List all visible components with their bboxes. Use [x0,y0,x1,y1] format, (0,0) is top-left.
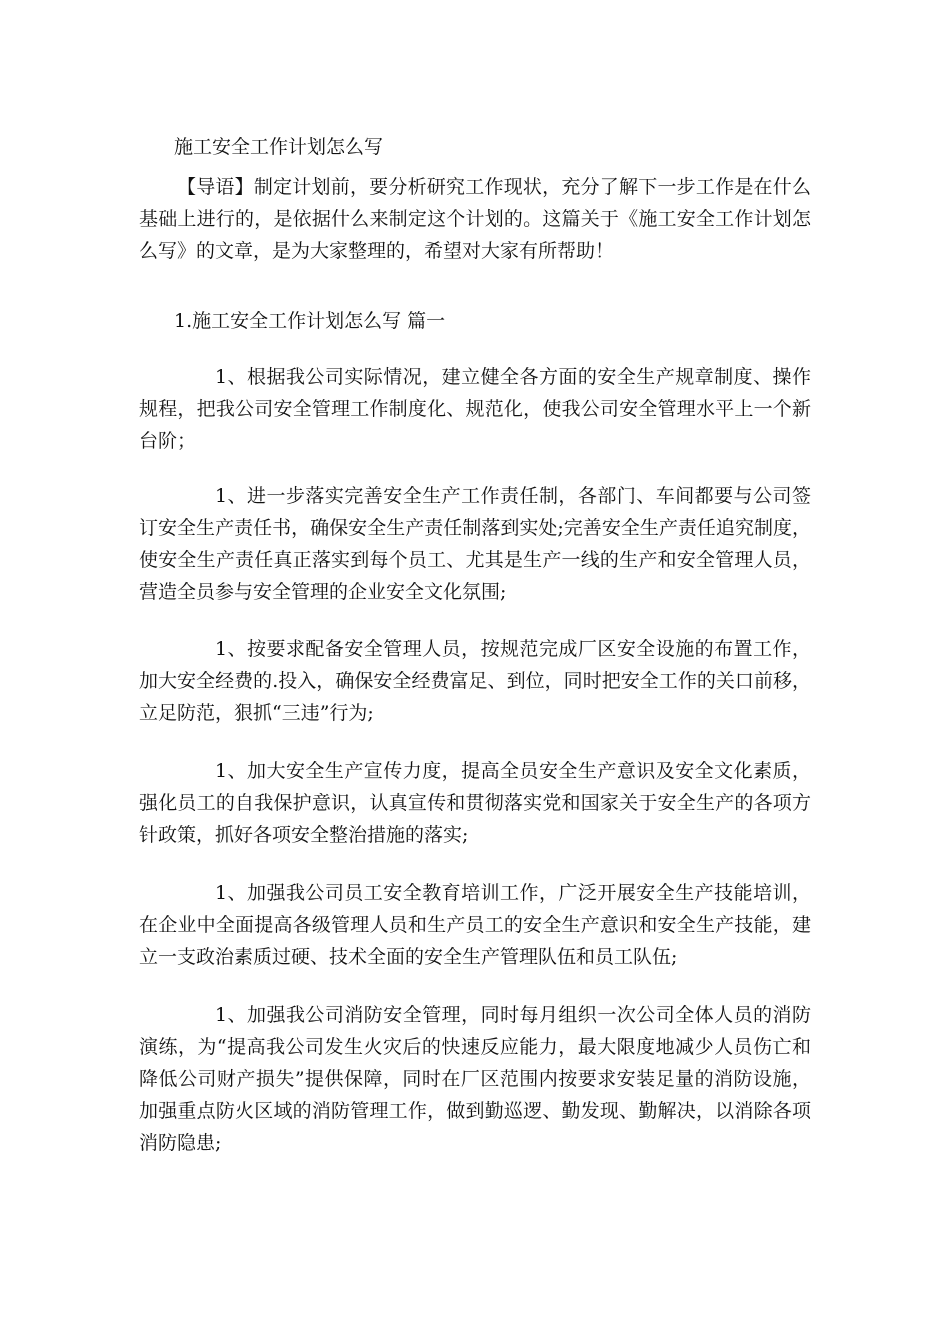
plan-item-2: 1、进一步落实完善安全生产工作责任制，各部门、车间都要与公司签订安全生产责任书，确保安全生产责任制落到实处;完善安全生产责任追究制度，使安全生产责任真正落实到每个员工、尤其是生产一线的生产和安全管理人员，营造全员参与安全管理的企业安全文化氛围; [139,485,811,603]
plan-item-1: 1、根据我公司实际情况，建立健全各方面的安全生产规章制度、操作规程，把我公司安全管理工作制度化、规范化，使我公司安全管理水平上一个新台阶； [139,366,811,452]
intro-paragraph: 【导语】制定计划前，要分析研究工作现状，充分了解下一步工作是在什么基础上进行的，是依据什么来制定这个计划的。这篇关于《施工安全工作计划怎么写》的文章，是为大家整理的，希望对大家有所帮助！ [139,176,811,262]
plan-item-5: 1、加强我公司员工安全教育培训工作，广泛开展安全生产技能培训，在企业中全面提高各级管理人员和生产员工的安全生产意识和安全生产技能，建立一支政治素质过硬、技术全面的安全生产管理队伍和员工队伍; [139,882,811,968]
section-heading: 1.施工安全工作计划怎么写 篇一 [174,310,446,332]
plan-item-3: 1、按要求配备安全管理人员，按规范完成厂区安全设施的布置工作，加大安全经费的.投入，确保安全经费富足、到位，同时把安全工作的关口前移，立足防范，狠抓“三违”行为; [139,638,811,724]
plan-item-4: 1、加大安全生产宣传力度，提高全员安全生产意识及安全文化素质，强化员工的自我保护意识，认真宣传和贯彻落实党和国家关于安全生产的各项方针政策，抓好各项安全整治措施的落实; [139,760,811,846]
plan-item-6: 1、加强我公司消防安全管理，同时每月组织一次公司全体人员的消防演练，为“提高我公司发生火灾后的快速反应能力，最大限度地减少人员伤亡和降低公司财产损失”提供保障，同时在厂区范围内按要求安装足量的消防设施，加强重点防火区域的消防管理工作，做到勤巡逻、勤发现、勤解决，以消除各项消防隐患; [139,1004,811,1154]
document-title: 施工安全工作计划怎么写 [174,136,384,158]
